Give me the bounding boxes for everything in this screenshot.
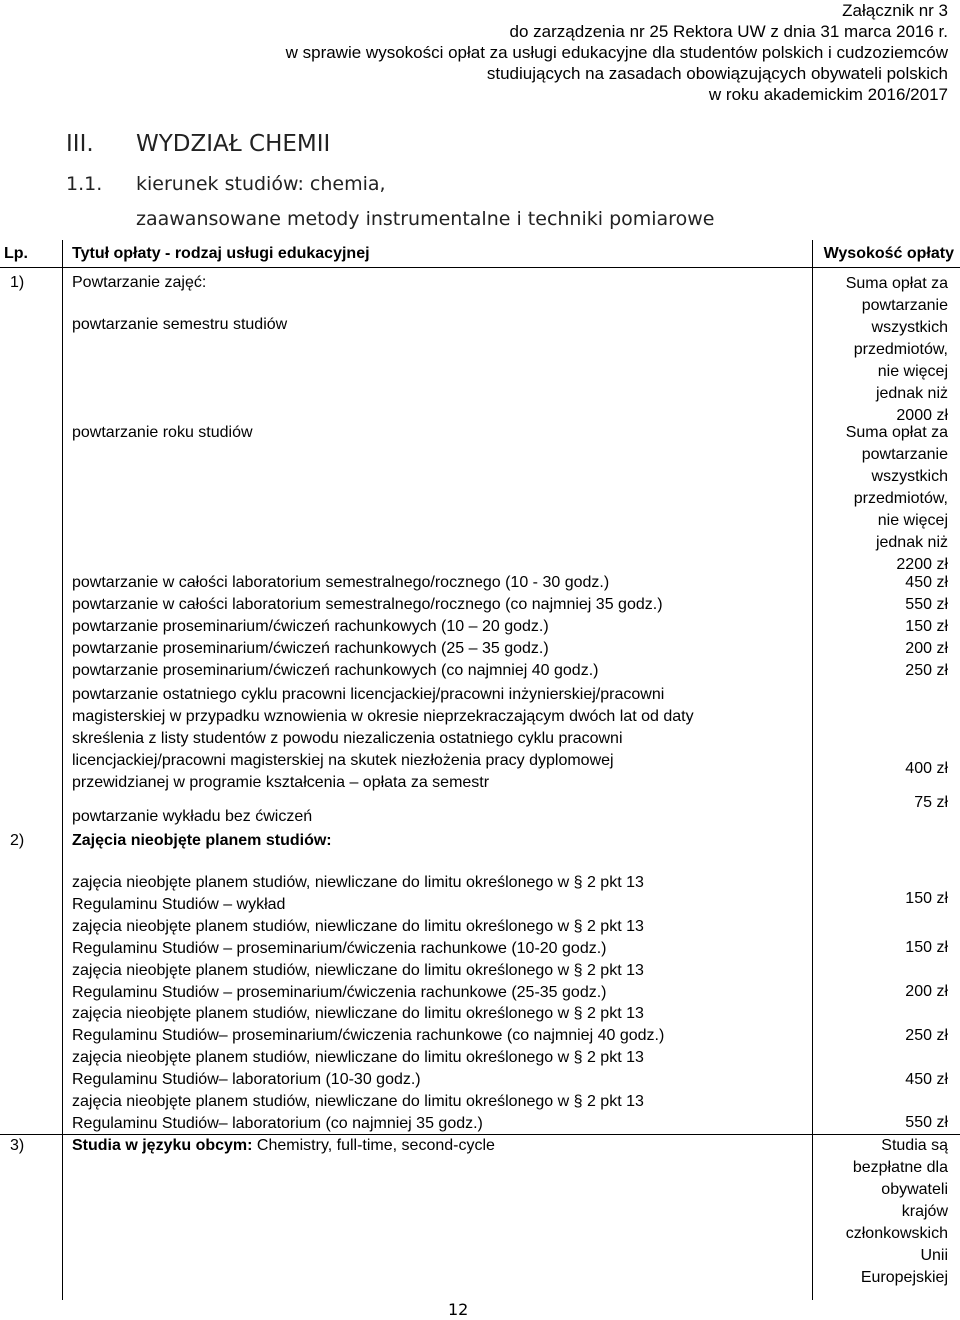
program-name: Chemistry, full-time, second-cycle bbox=[252, 1137, 495, 1154]
last-cycle-fee: 400 zł bbox=[905, 760, 948, 777]
section-3-title: Studia w języku obcym: bbox=[72, 1137, 253, 1154]
fee-row-amount: 150 zł bbox=[905, 618, 948, 635]
extra-course-row: zajęcia nieobjęte planem studiów, niewliczane do limitu określonego w § 2 pkt 13 Regulaminu Studiów– proseminarium/ćwiczenia rachunkowe (co najmniej 40 godz.) bbox=[72, 1005, 665, 1044]
section-roman-numeral: III. bbox=[66, 131, 94, 157]
extra-course-row: zajęcia nieobjęte planem studiów, niewliczane do limitu określonego w § 2 pkt 13 Regulaminu Studiów – proseminarium/ćwiczenia rachunkowe (10-20 godz.) bbox=[72, 918, 644, 957]
page-number: 12 bbox=[448, 1300, 469, 1319]
extra-course-fee: 150 zł bbox=[905, 939, 948, 956]
column-header-title: Tytuł opłaty - rodzaj usługi edukacyjnej bbox=[72, 245, 370, 262]
repeat-year-label: powtarzanie roku studiów bbox=[72, 424, 253, 441]
extra-course-fee: 550 zł bbox=[905, 1114, 948, 1131]
extra-course-fee: 150 zł bbox=[905, 890, 948, 907]
extra-course-row: zajęcia nieobjęte planem studiów, niewliczane do limitu określonego w § 2 pkt 13 Regulaminu Studiów – proseminarium/ćwiczenia rachunkowe (25-35 godz.) bbox=[72, 962, 644, 1001]
repeat-lecture-fee: 75 zł bbox=[914, 794, 948, 811]
repeat-lecture-label: powtarzanie wykładu bez ćwiczeń bbox=[72, 808, 313, 825]
fee-row-amount: 250 zł bbox=[905, 662, 948, 679]
extra-course-fee: 200 zł bbox=[905, 983, 948, 1000]
subject-line-2: studiujących na zasadach obowiązujących obywateli polskich bbox=[486, 64, 948, 83]
extra-course-row: zajęcia nieobjęte planem studiów, niewliczane do limitu określonego w § 2 pkt 13 Regulaminu Studiów– laboratorium (10-30 godz.) bbox=[72, 1049, 644, 1088]
faculty-title: WYDZIAŁ CHEMII bbox=[136, 131, 331, 157]
column-divider-fee bbox=[812, 240, 813, 1300]
fee-row-label: powtarzanie proseminarium/ćwiczeń rachunkowych (10 – 20 godz.) bbox=[72, 618, 549, 635]
section-1-title: Powtarzanie zajęć: bbox=[72, 274, 207, 291]
fee-row-label: powtarzanie w całości laboratorium semestralnego/rocznego (co najmniej 35 godz.) bbox=[72, 596, 663, 613]
section-2-number: 2) bbox=[10, 832, 25, 849]
fee-row-amount: 200 zł bbox=[905, 640, 948, 657]
section-1-number: 1) bbox=[10, 274, 25, 291]
column-header-fee: Wysokość opłaty bbox=[823, 245, 954, 262]
academic-year-line: w roku akademickim 2016/2017 bbox=[708, 85, 948, 104]
extra-course-row: zajęcia nieobjęte planem studiów, niewliczane do limitu określonego w § 2 pkt 13 Regulaminu Studiów – wykład bbox=[72, 874, 644, 913]
field-of-study: kierunek studiów: chemia, bbox=[136, 173, 386, 195]
fee-row-label: powtarzanie proseminarium/ćwiczeń rachunkowych (25 – 35 godz.) bbox=[72, 640, 549, 657]
fee-table bbox=[0, 240, 960, 1300]
section-3-label bbox=[72, 1135, 495, 1157]
extra-course-fee: 450 zł bbox=[905, 1071, 948, 1088]
field-number: 1.1. bbox=[66, 173, 103, 195]
header-rule bbox=[0, 267, 960, 268]
field-of-study-subtitle: zaawansowane metody instrumentalne i techniki pomiarowe bbox=[136, 208, 715, 230]
column-header-lp: Lp. bbox=[4, 245, 28, 262]
fee-row-amount: 450 zł bbox=[905, 574, 948, 591]
repeat-year-fee: Suma opłat za powtarzanie wszystkich przedmiotów, nie więcej jednak niż 2200 zł bbox=[845, 424, 948, 573]
extra-course-row: zajęcia nieobjęte planem studiów, niewliczane do limitu określonego w § 2 pkt 13 Regulaminu Studiów– laboratorium (co najmniej 35 godz.) bbox=[72, 1093, 644, 1132]
document-header bbox=[286, 0, 948, 105]
fee-row-label: powtarzanie w całości laboratorium semestralnego/rocznego (10 - 30 godz.) bbox=[72, 574, 610, 591]
section-2-title: Zajęcia nieobjęte planem studiów: bbox=[72, 832, 332, 849]
last-cycle-description: powtarzanie ostatniego cyklu pracowni licencjackiej/pracowni inżynierskiej/pracowni magisterskiej w przypadku wznowienia w okresie nieprzekraczającym dwóch lat od daty skreślenia z listy studentów z powodu niezaliczenia ostatniego cyklu pracowni licencjackiej/pracowni magisterskiej na skutek niezłożenia pracy dyplomowej przewidzianej w programie kształcenia – opłata za semestr bbox=[72, 686, 694, 791]
foreign-language-fee: Studia są bezpłatne dla obywateli krajów członkowskich Unii Europejskiej bbox=[845, 1137, 948, 1286]
fee-row-amount: 550 zł bbox=[905, 596, 948, 613]
column-divider-lp bbox=[62, 240, 63, 1300]
subject-line: w sprawie wysokości opłat za usługi edukacyjne dla studentów polskich i cudzoziemców bbox=[285, 43, 948, 62]
fee-row-label: powtarzanie proseminarium/ćwiczeń rachunkowych (co najmniej 40 godz.) bbox=[72, 662, 599, 679]
ordinance-line: do zarządzenia nr 25 Rektora UW z dnia 31 marca 2016 r. bbox=[509, 22, 948, 41]
repeat-semester-fee: Suma opłat za powtarzanie wszystkich przedmiotów, nie więcej jednak niż 2000 zł bbox=[845, 275, 948, 424]
repeat-semester-label: powtarzanie semestru studiów bbox=[72, 316, 288, 333]
annex-label: Załącznik nr 3 bbox=[842, 1, 948, 20]
extra-course-fee: 250 zł bbox=[905, 1027, 948, 1044]
section-3-number: 3) bbox=[10, 1137, 25, 1154]
